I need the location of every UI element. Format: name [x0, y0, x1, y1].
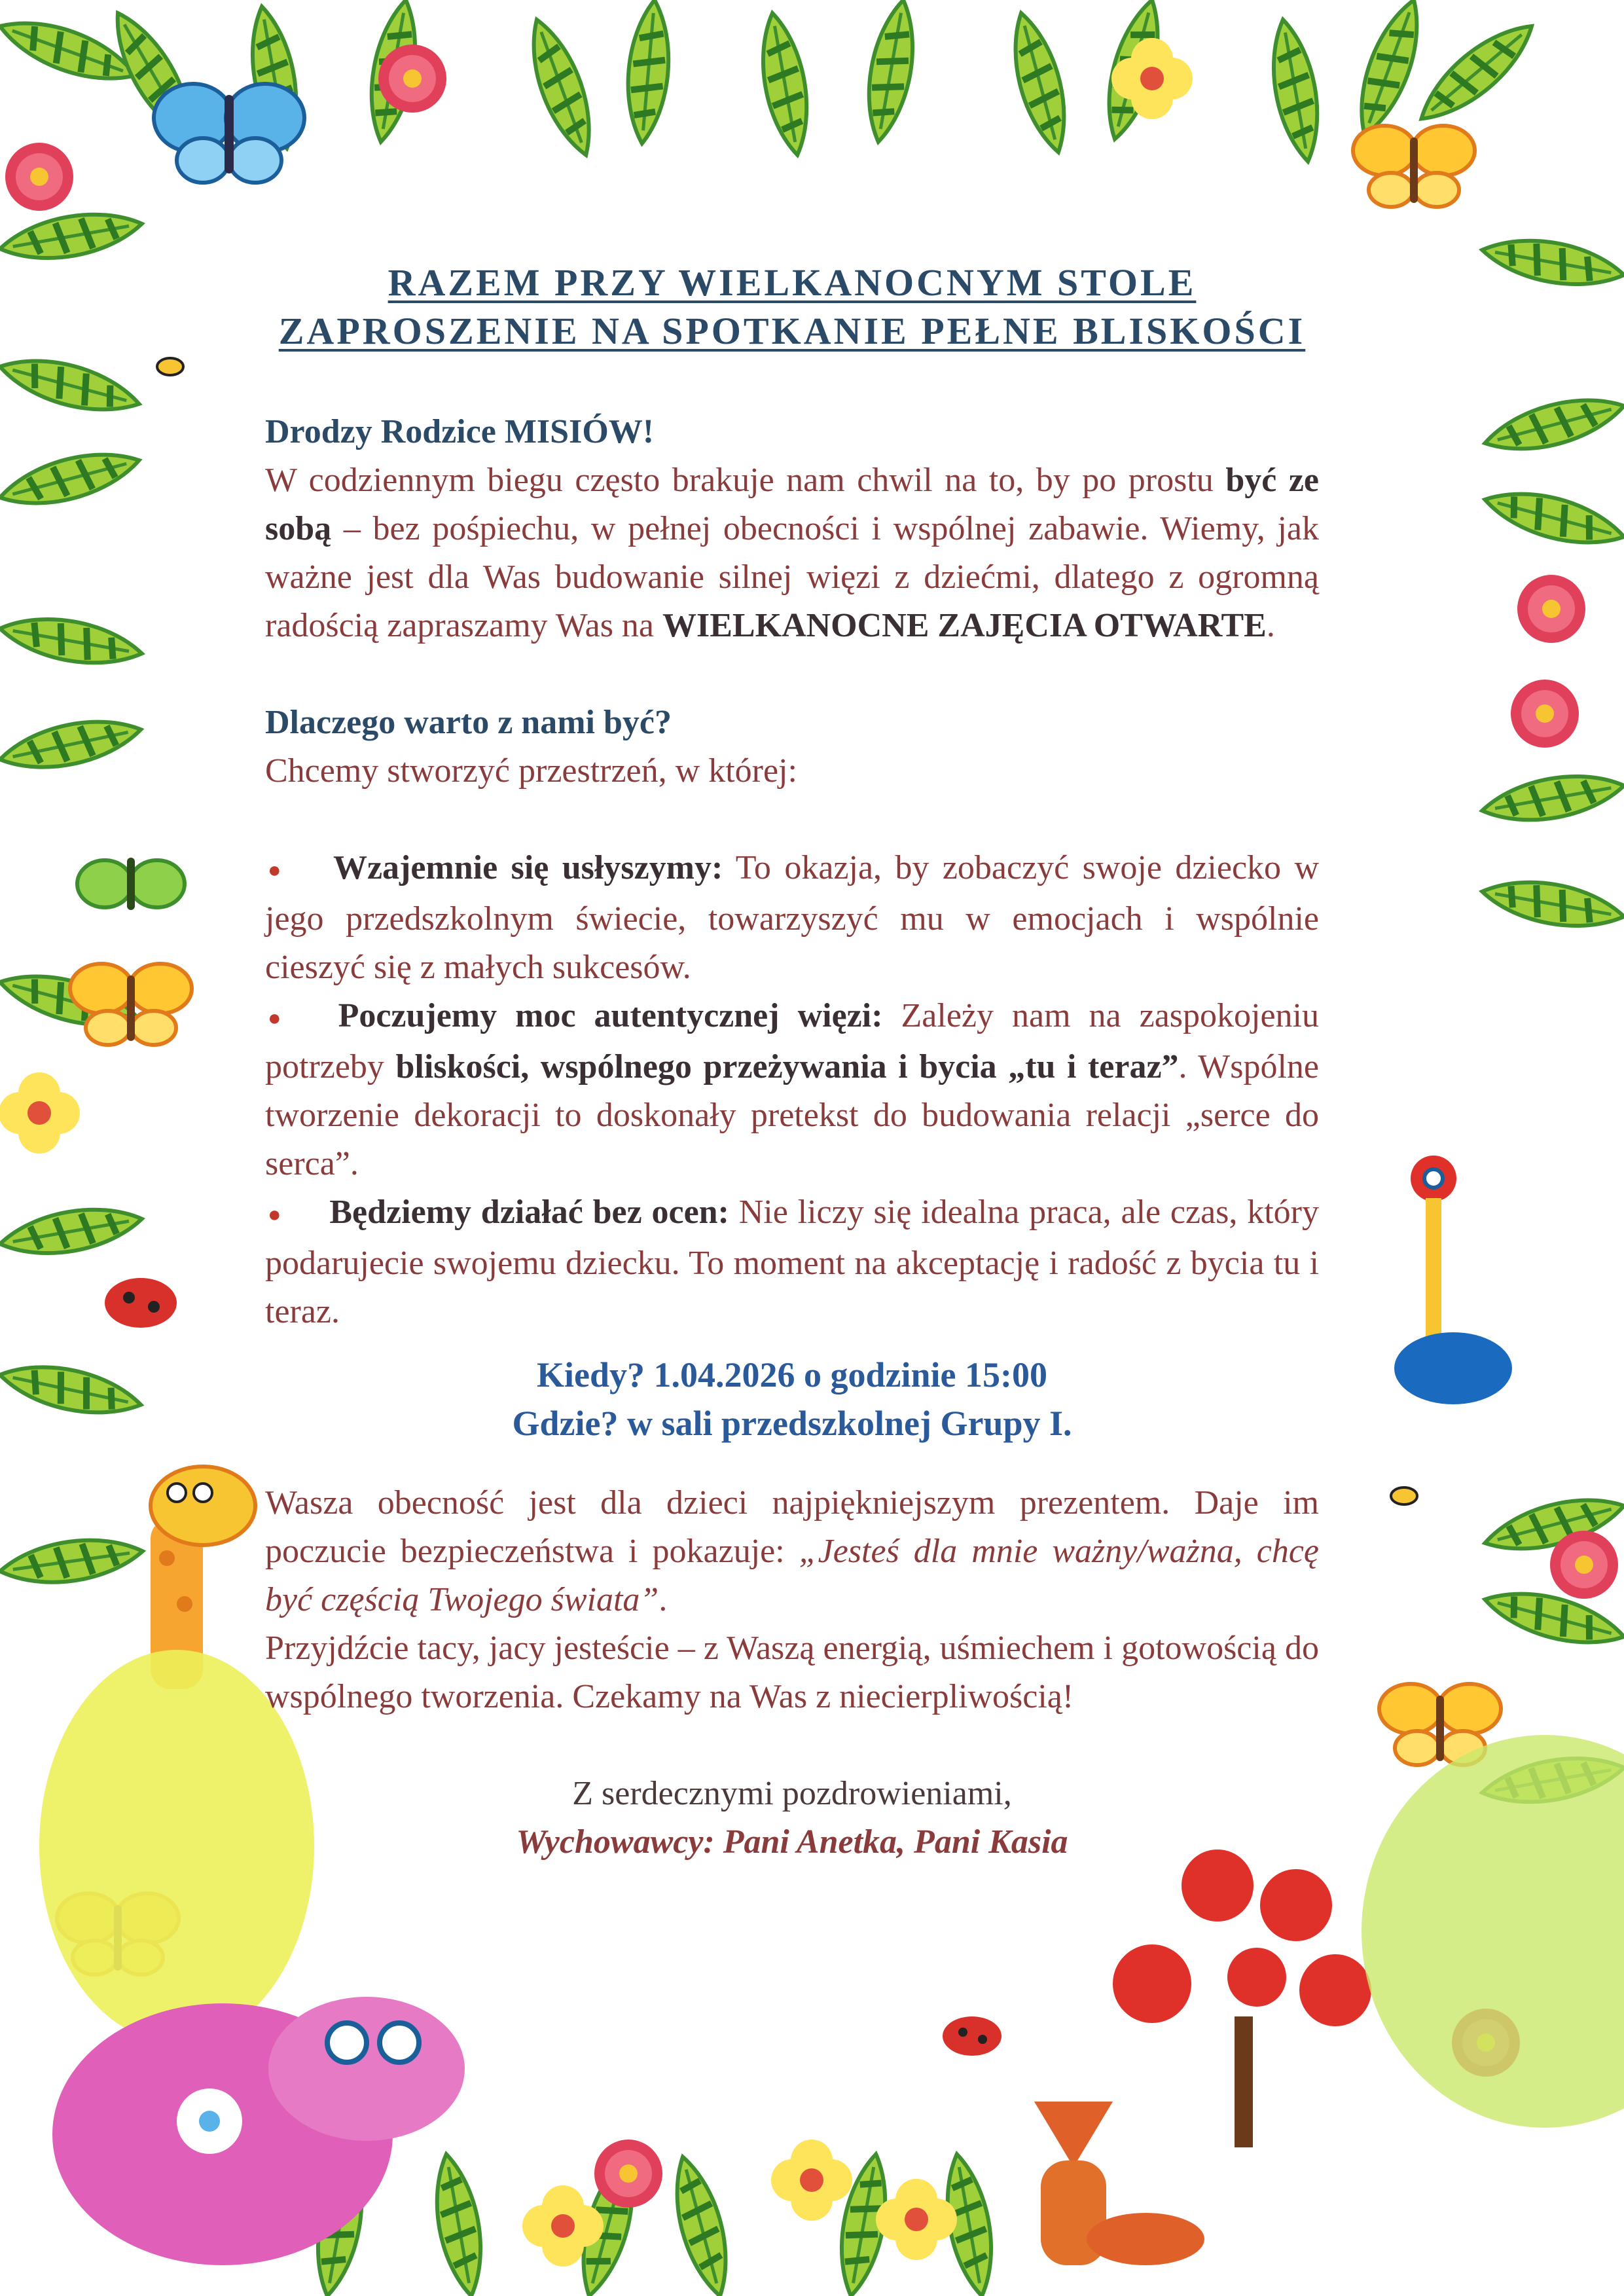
bird-icon — [1394, 1156, 1512, 1404]
flower-icon — [876, 2179, 957, 2260]
benefit-list — [265, 844, 1319, 1336]
bee-icon — [1391, 1487, 1417, 1504]
hippo-icon — [52, 1997, 465, 2265]
tomato-tree-icon — [1113, 1850, 1371, 2147]
flower-icon — [1517, 575, 1585, 643]
why-heading: Dlaczego warto z nami być? — [265, 704, 672, 741]
list-item: ● Poczujemy moc autentycznej więzi: Zależy nam na zaspokojeniu potrzeby bliskości, wspólnego przeżywania i bycia „tu i teraz”. Wspólne tworzenie dekoracji to doskonały pretekst do budowania relacji „serce do serca”. — [265, 997, 1320, 1183]
event-where: Gdzie? w sali przedszkolnej Grupy I. — [512, 1404, 1072, 1444]
regards: Z serdecznymi pozdrowieniami, — [572, 1775, 1012, 1813]
ladybug-icon — [105, 1278, 177, 1328]
butterfly-icon — [77, 858, 185, 910]
title-line-1: RAZEM PRZY WIELKANOCNYM STOLE — [388, 261, 1197, 304]
bullet-icon: ● — [268, 1203, 283, 1228]
greeting: Drodzy Rodzice MISIÓW! — [265, 413, 655, 450]
fox-icon — [1034, 2102, 1204, 2265]
letter-content — [265, 259, 1319, 1867]
bullet-icon: ● — [268, 1006, 291, 1031]
flower-icon — [5, 143, 73, 211]
signature: Wychowawcy: Pani Anetka, Pani Kasia — [516, 1823, 1068, 1861]
invitation-paragraph: Przyjdźcie tacy, jacy jesteście – z Waszą energią, uśmiechem i gotowością do wspólnego tworzenia. Czekamy na Was z niecierpliwością! — [265, 1630, 1319, 1716]
bullet-icon: ● — [268, 858, 286, 883]
list-item: ● Wzajemnie się usłyszymy: To okazja, by zobaczyć swoje dziecko w jego przedszkolnym świecie, towarzyszyć mu w emocjach i wspólnie cieszyć się z małych sukcesów. — [265, 849, 1319, 987]
butterfly-icon — [1353, 126, 1475, 207]
flower-icon — [771, 2140, 852, 2221]
hill-shape — [1362, 1735, 1624, 2128]
list-item: ● Będziemy działać bez ocen: Nie liczy się idealna praca, ale czas, który podarujecie swojemu dziecku. To moment na akceptację i radość z bycia tu i teraz. — [265, 1194, 1319, 1331]
why-lead: Chcemy stworzyć przestrzeń, w której: — [265, 752, 797, 790]
bee-icon — [157, 358, 183, 375]
flower-icon — [378, 45, 446, 113]
intro-paragraph: W codziennym biegu często brakuje nam chwil na to, by po prostu być ze sobą – bez pośpiechu, w pełnej obecności i wspólnej zabawie. Wiemy, jak ważne jest dla Was budowanie silnej więzi z dziećmi, dlatego z ogromną radością zapraszamy Was na WIELKANOCNE ZAJĘCIA OTWARTE. — [265, 462, 1319, 644]
title-line-2: ZAPROSZENIE NA SPOTKANIE PEŁNE BLISKOŚCI — [278, 310, 1306, 352]
ladybug-icon — [943, 2016, 1001, 2056]
flower-icon — [1550, 1531, 1618, 1599]
butterfly-icon — [154, 84, 304, 183]
flower-icon — [594, 2140, 662, 2208]
closing-paragraph: Wasza obecność jest dla dzieci najpiękniejszym prezentem. Daje im poczucie bezpieczeństwa i pokazuje: „Jesteś dla mnie ważny/ważna, chcę być częścią Twojego świata”. — [265, 1484, 1319, 1619]
event-when: Kiedy? 1.04.2026 o godzinie 15:00 — [537, 1355, 1047, 1395]
flower-icon — [0, 1072, 80, 1154]
butterfly-icon — [70, 964, 192, 1045]
flower-icon — [1511, 680, 1579, 748]
